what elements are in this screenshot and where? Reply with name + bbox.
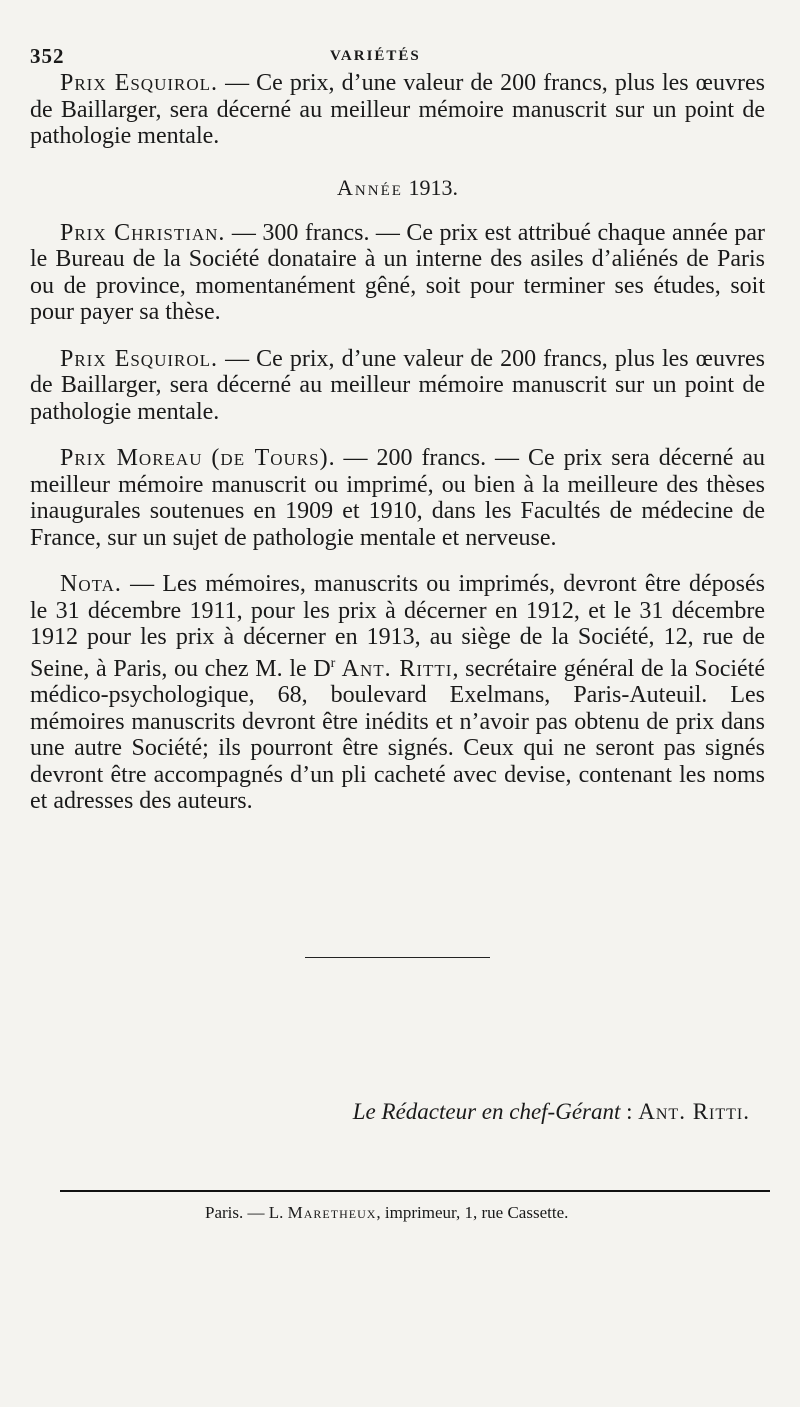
prize-christian-paragraph — [30, 220, 765, 326]
footer-rule — [60, 1190, 770, 1192]
prize-name: Prix Christian. — [60, 219, 226, 246]
prize-text: — 300 francs. — Ce prix est attribué chaque année par le Bureau de la Société donataire à un interne des asiles d’aliénés de Paris ou de province, momentanément gêné, soit pour terminer ses études, soit pour payer sa thèse. — [30, 219, 766, 325]
doctor-superscript: r — [330, 655, 336, 671]
nota-person: Ant. Ritti — [335, 655, 453, 682]
signature-title: Le Rédacteur en chef-Gérant — [352, 1098, 621, 1124]
prize-name-paren: (de Tours) — [211, 445, 329, 471]
page-number: 352 — [30, 44, 65, 68]
separator-rule — [305, 957, 490, 958]
signature-separator: : — [620, 1098, 639, 1124]
imprint-printer: Maretheux — [287, 1202, 377, 1222]
prize-text: — Ce prix, d’une valeur de 200 francs, plus les œuvres de Baillarger, sera décerné au meilleur mémoire manuscrit sur un point de pathologie mentale. — [30, 70, 765, 149]
year-heading-label: Année — [337, 174, 403, 200]
document-page — [30, 38, 765, 1224]
nota-paragraph — [30, 571, 765, 815]
page-header — [30, 38, 765, 70]
prize-text: — Ce prix, d’une valeur de 200 francs, plus les œuvres de Baillarger, sera décerné au meilleur mémoire manuscrit sur un point de pathologie mentale. — [30, 345, 765, 425]
imprint-city: Paris. — L. — [205, 1202, 288, 1222]
nota-label: Nota. — [60, 571, 122, 597]
prize-text: . — 200 francs. — Ce prix sera décerné au meilleur mémoire manuscrit ou imprimé, ou bien à la meilleure des thèses inaugurales soutenues en 1909 et 1910, dans les Facultés de médecine de France, sur un sujet de pathologie mentale et nerveuse. — [30, 445, 765, 551]
nota-text-1: — Les mémoires, manuscrits ou imprimés, devront être déposés le 31 décembre 1911, pour les prix à décerner en 1912, et le 31 décembre 1912 pour les prix à décerner en 1913, au siège de la Société, 12, rue de Seine, à Paris, ou chez M. le D — [30, 571, 765, 682]
prize-esquirol-paragraph-2 — [30, 346, 765, 426]
running-head: VARIÉTÉS — [330, 48, 421, 64]
year-heading — [30, 174, 765, 202]
printer-imprint — [30, 1202, 765, 1224]
signature-line — [30, 1098, 765, 1126]
nota-text-2: , secrétaire général de la Société médico-psychologique, 68, boulevard Exelmans, Paris-Auteuil. Les mémoires manuscrits devront être inédits et n’avoir pas obtenu de prix dans une autre Société; ils pourront être signés. Ceux qui ne seront pas signés devront être accompagnés d’un pli cacheté avec devise, contenant les noms et adresses des auteurs. — [30, 655, 765, 814]
year-heading-year: 1913. — [408, 174, 458, 200]
prize-name: Prix Moreau — [60, 445, 203, 471]
imprint-rest: , imprimeur, 1, rue Cassette. — [376, 1202, 569, 1222]
prize-name: Prix Esquirol. — [60, 345, 219, 372]
signature-name: Ant. Ritti. — [638, 1098, 750, 1124]
prize-name: Prix Esquirol. — [60, 70, 219, 96]
prize-esquirol-paragraph-1 — [30, 70, 765, 150]
prize-moreau-paragraph — [30, 445, 765, 551]
